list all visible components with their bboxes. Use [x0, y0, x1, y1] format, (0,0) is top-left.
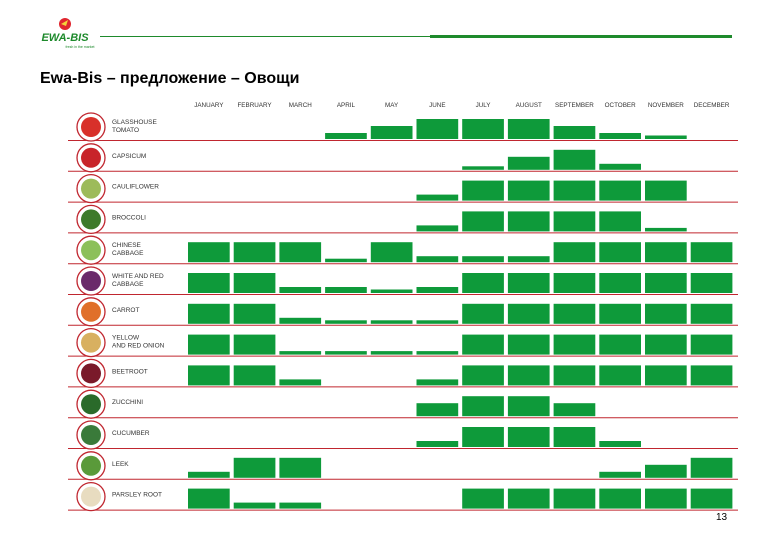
supply-bar	[599, 242, 641, 262]
row-label: CUCUMBER	[112, 430, 150, 437]
month-header: MAY	[385, 102, 399, 109]
supply-bar	[234, 503, 276, 509]
supply-bar	[691, 458, 733, 478]
page-title: Ewa-Bis – предложение – Овощи	[40, 70, 300, 87]
row-label: YELLOW	[112, 334, 140, 342]
month-header: APRIL	[336, 102, 356, 109]
supply-bar	[279, 351, 321, 355]
supply-bar	[462, 256, 504, 262]
row-label: ZUCCHINI	[112, 399, 144, 407]
supply-bar	[325, 351, 367, 355]
capsicum-icon	[81, 148, 101, 168]
month-header: DECEMBER	[693, 102, 730, 109]
row-label: BEETROOT	[112, 368, 148, 376]
supply-bar	[599, 365, 641, 385]
chinese-cabbage-icon	[81, 240, 101, 260]
row-label: CAULIFLOWER	[112, 183, 159, 191]
supply-bar	[691, 335, 733, 355]
supply-bar	[234, 242, 276, 262]
supply-bar	[417, 225, 459, 231]
supply-bar	[691, 304, 733, 324]
supply-bar	[554, 304, 596, 324]
supply-bar	[188, 273, 230, 293]
row-label: PARSLEY ROOT	[112, 491, 162, 499]
supply-bar	[462, 365, 504, 385]
parsley-root-icon	[81, 487, 101, 507]
beetroot-icon	[81, 363, 101, 383]
supply-bar	[371, 126, 413, 139]
cucumber-icon	[81, 425, 101, 445]
row-label: CHINESE	[112, 242, 141, 250]
cabbage-icon	[81, 271, 101, 291]
row-label: BROCCOLI	[112, 214, 146, 222]
supply-bar	[325, 287, 367, 293]
supply-bar	[691, 242, 733, 262]
supply-bar	[462, 335, 504, 355]
supply-bar	[462, 166, 504, 170]
supply-bar	[279, 242, 321, 262]
supply-bar	[188, 304, 230, 324]
supply-bar	[234, 304, 276, 324]
supply-bar	[371, 242, 413, 262]
supply-bar	[279, 287, 321, 293]
supply-bar	[645, 181, 687, 201]
supply-bar	[234, 273, 276, 293]
cauliflower-icon	[81, 179, 101, 199]
supply-bar	[645, 136, 687, 140]
supply-bar	[508, 181, 550, 201]
supply-bar	[417, 256, 459, 262]
supply-bar	[417, 320, 459, 324]
supply-bar	[462, 396, 504, 416]
month-header: OCTOBER	[604, 102, 636, 109]
supply-bar	[508, 489, 550, 509]
supply-bar	[645, 242, 687, 262]
supply-bar	[554, 273, 596, 293]
supply-bar	[508, 365, 550, 385]
supply-bar	[462, 489, 504, 509]
supply-bar	[599, 472, 641, 478]
supply-bar	[645, 273, 687, 293]
supply-bar	[599, 304, 641, 324]
page-number: 13	[716, 512, 728, 523]
row-label: CAPSICUM	[112, 152, 147, 160]
supply-bar	[234, 458, 276, 478]
supply-bar	[462, 273, 504, 293]
supply-bar	[645, 365, 687, 385]
supply-bar	[554, 150, 596, 170]
supply-bar	[691, 273, 733, 293]
supply-bar	[508, 427, 550, 447]
month-header: SEPTEMBER	[555, 102, 594, 109]
supply-bar	[462, 211, 504, 231]
supply-bar	[417, 119, 459, 139]
supply-bar	[462, 427, 504, 447]
supply-bar	[188, 242, 230, 262]
supply-bar	[279, 379, 321, 385]
supply-bar	[554, 242, 596, 262]
supply-bar	[462, 304, 504, 324]
supply-bar	[599, 489, 641, 509]
supply-bar	[188, 365, 230, 385]
onion-icon	[81, 333, 101, 353]
supply-bar	[417, 441, 459, 447]
row-label: WHITE AND RED	[112, 273, 164, 280]
supply-bar	[234, 365, 276, 385]
supply-bar	[554, 403, 596, 416]
carrot-icon	[81, 302, 101, 322]
logo-text: EWA-BIS	[41, 32, 89, 44]
broccoli-icon	[81, 209, 101, 229]
supply-bar	[599, 211, 641, 231]
supply-bar	[371, 320, 413, 324]
row-label: GLASSHOUSE	[112, 119, 157, 126]
row-label: CABBAGE	[112, 250, 144, 258]
month-header: JUNE	[429, 102, 446, 109]
month-header: NOVEMBER	[647, 102, 684, 109]
supply-bar	[279, 503, 321, 509]
supply-bar	[554, 181, 596, 201]
supply-bar	[554, 335, 596, 355]
supply-bar	[188, 489, 230, 509]
month-header: JANUARY	[194, 102, 224, 109]
supply-bar	[508, 256, 550, 262]
row-label: TOMATO	[112, 127, 140, 134]
supply-bar	[371, 351, 413, 355]
month-header: FEBRUARY	[237, 102, 272, 109]
supply-bar	[554, 489, 596, 509]
supply-bar	[417, 287, 459, 293]
supply-bar	[508, 304, 550, 324]
supply-bar	[508, 119, 550, 139]
supply-bar	[417, 351, 459, 355]
supply-bar	[462, 119, 504, 139]
supply-bar	[417, 195, 459, 201]
supply-bar	[645, 465, 687, 478]
month-header: AUGUST	[515, 102, 542, 109]
supply-bar	[599, 273, 641, 293]
supply-bar	[554, 211, 596, 231]
supply-bar	[691, 489, 733, 509]
supply-bar	[508, 157, 550, 170]
supply-bar	[371, 290, 413, 294]
supply-bar	[691, 365, 733, 385]
row-label: LEEK	[112, 460, 129, 468]
supply-bar	[508, 273, 550, 293]
row-label: CABBAGE	[112, 281, 144, 288]
supply-bar	[188, 335, 230, 355]
supply-bar	[645, 489, 687, 509]
supply-bar	[508, 211, 550, 231]
supply-bar	[325, 259, 367, 263]
logo-tagline: fresh in the market	[65, 45, 95, 49]
tomato-icon	[81, 117, 101, 137]
supply-bar	[508, 396, 550, 416]
supply-bar	[599, 441, 641, 447]
row-label: AND RED ONION	[112, 342, 165, 350]
supply-bar	[599, 133, 641, 139]
supply-bar	[554, 126, 596, 139]
row-label: CARROT	[112, 306, 140, 314]
leek-icon	[81, 456, 101, 476]
supply-bar	[645, 304, 687, 324]
supply-bar	[234, 335, 276, 355]
supply-bar	[325, 133, 367, 139]
month-header: MARCH	[288, 102, 312, 109]
supply-bar	[279, 318, 321, 324]
supply-bar	[508, 335, 550, 355]
supply-bar	[279, 458, 321, 478]
supply-bar	[599, 181, 641, 201]
zucchini-icon	[81, 394, 101, 414]
month-header: JULY	[475, 102, 491, 109]
supply-bar	[645, 335, 687, 355]
supply-bar	[417, 403, 459, 416]
supply-bar	[462, 181, 504, 201]
supply-bar	[554, 427, 596, 447]
supply-bar	[554, 365, 596, 385]
supply-bar	[325, 320, 367, 324]
supply-bar	[599, 335, 641, 355]
supply-bar	[417, 379, 459, 385]
supply-bar	[645, 228, 687, 232]
supply-bar	[599, 164, 641, 170]
supply-bar	[188, 472, 230, 478]
